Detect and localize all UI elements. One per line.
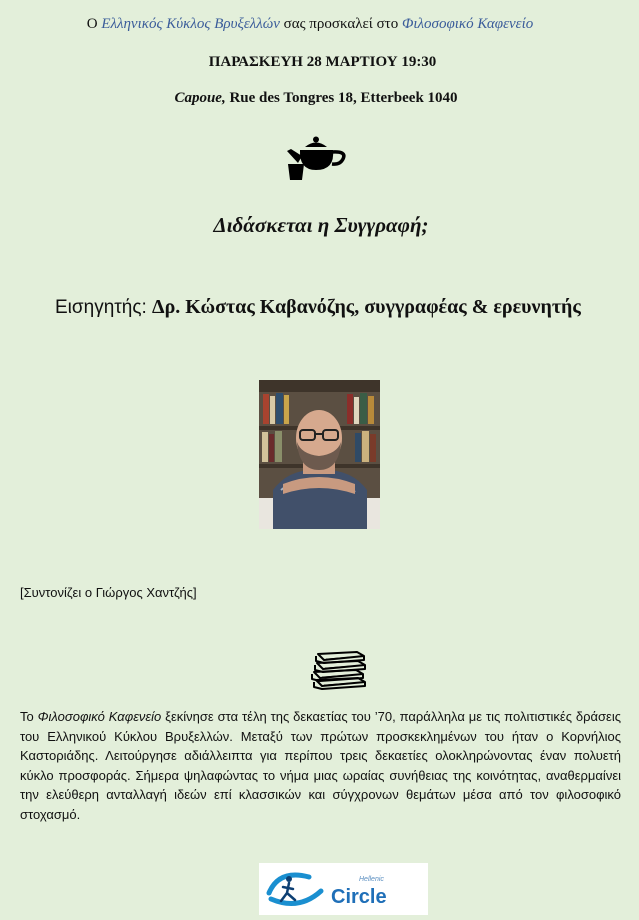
teapot-icon — [283, 136, 349, 182]
about-venue-name: Φιλοσοφικό Καφενείο — [37, 709, 162, 724]
about-paragraph: Το Φιλοσοφικό Καφενείο ξεκίνησε στα τέλη της δεκαετίας του ’70, παράλληλα με τις πολιτιστικές δράσεις του Ελληνικού Κύκλου Βρυξελλών. Μεταξύ των πρώτων προσκεκλημένων του ήταν ο Κορνήλιος Καστοριάδης. Λειτούργησε αδιάλλειπτα για περίπου τρεις δεκαετίες ολοκληρώνοντας έναν πολυετή κύκλο προσφοράς. Σήμερα ψηλαφώντας το νήμα μιας ωραίας συνήθειας της κοινότητας, αναθερμαίνει την ελεύθερη ανταλλαγή ιδεών επί κλασσικών και σύγχρονων θεμάτων μέσα από τον φιλοσοφικό στοχασμό. — [20, 709, 621, 822]
hellenic-circle-logo — [259, 863, 428, 915]
speaker-name: Δρ. Κώστας Καβανόζης, συγγραφέας & ερευνητής — [152, 296, 581, 318]
about-text: ξεκίνησε στα τέλη της δεκαετίας του ’70, παράλληλα με τις πολιτιστικές δράσεις του Ελληνικού Κύκλου Βρυξελλών. Μεταξύ των πρώτων προσκεκλημένων του ήταν ο Κορνήλιος Καστοριάδης. Λειτούργησε αδιάλλειπτα για περίπου τρεις δεκαετίες ολοκληρώνοντας έναν πολυετή κύκλο προσφοράς. Σήμερα ψηλαφώντας το νήμα μιας ωραίας συνήθειας της κοινότητας, αναθερμαίνει την ελεύθερη ανταλλαγή ιδεών επί κλασσικών και σύγχρονων θεμάτων μέσα από τον φιλοσοφικό στοχασμό. — [20, 709, 621, 822]
logo-small-text: Hellenic — [359, 876, 384, 883]
speaker-line — [55, 296, 581, 319]
invitation-line — [0, 16, 620, 33]
speaker-portrait — [259, 380, 380, 529]
event-venue — [0, 90, 632, 107]
intro-text: Ο — [86, 16, 102, 32]
circle-logo-icon — [259, 863, 428, 915]
organization-name: Ελληνικός Κύκλος Βρυξελλών — [101, 16, 280, 32]
books-icon — [308, 648, 368, 690]
event-datetime: ΠΑΡΑΣΚΕΥΗ 28 ΜΑΡΤΙΟΥ 19:30 — [208, 54, 437, 70]
moderator-note: [Συντονίζει ο Γιώργος Χαντζής] — [20, 585, 197, 600]
intro-text: σας προσκαλεί στο — [279, 16, 402, 32]
venue-name: Φιλοσοφικό Καφενείο — [401, 16, 534, 32]
logo-main-text: Circle — [331, 886, 387, 908]
venue-place: Capoue, — [174, 90, 226, 106]
speaker-label: Εισηγητής: — [55, 297, 153, 318]
event-topic: Διδάσκεται η Συγγραφή; — [213, 213, 429, 237]
speaker-photo — [259, 380, 380, 529]
venue-address: Rue des Tongres 18, Etterbeek 1040 — [225, 90, 458, 106]
